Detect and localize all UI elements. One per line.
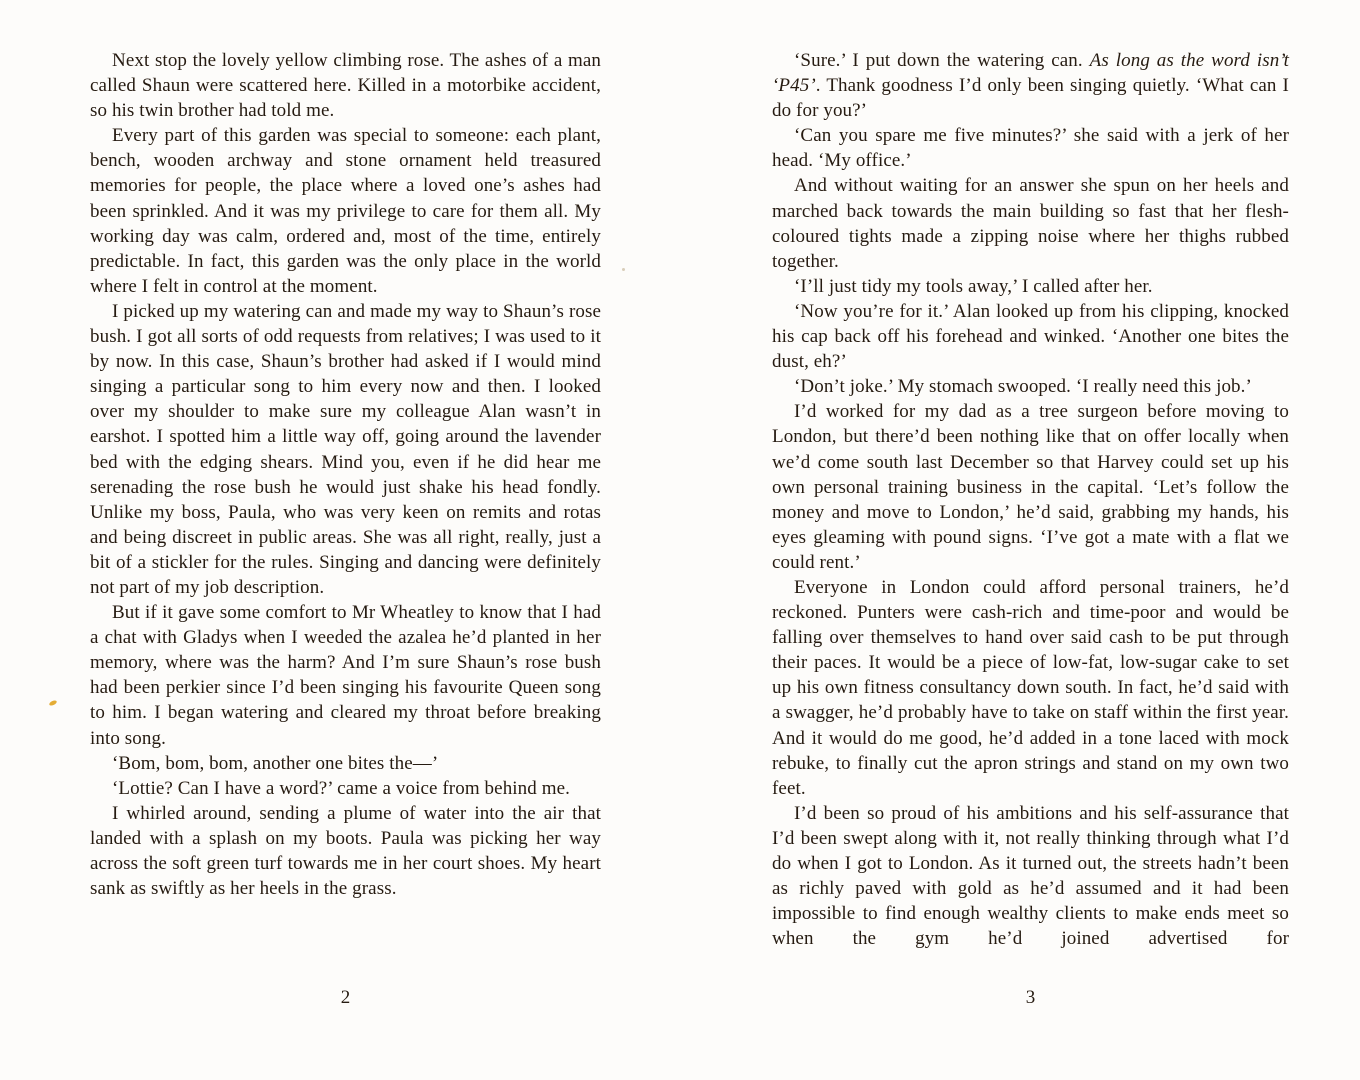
body-text: Every part of this garden was special to someone: each plant, bench, wooden archway and stone ornament held treasured memories for people, the place where a loved one’s ashes had been sprinkled. And it was my privilege to care for them all. My working day was calm, ordered and, most of the time, entirely predictable. In fact, this garden was the only place in the world where I felt in control at the moment. (90, 125, 601, 297)
body-text: I whirled around, sending a plume of water into the air that landed with a splash on my boots. Paula was picking her way across the soft green turf towards me in her court shoes. My heart sank as swiftly as her heels in the grass. (90, 802, 601, 900)
paragraph (772, 299, 1289, 374)
page-right-text (772, 48, 1289, 951)
paragraph (772, 374, 1289, 399)
body-text: Everyone in London could afford personal trainers, he’d reckoned. Punters were cash-rich and time-poor and would be falling over themselves to hand over said cash to be put through their paces. It would be a piece of low-fat, low-sugar cake to set up his own fitness consultancy down south. In fact, he’d said with a swagger, he’d probably have to take on staff within the first year. And it would do me good, he’d added in a tone laced with mock rebuke, to finally cut the apron strings and stand on my own two feet. (772, 576, 1289, 799)
paragraph (772, 173, 1289, 273)
page-left-text (90, 48, 601, 901)
paragraph (772, 48, 1289, 123)
body-text: I’d worked for my dad as a tree surgeon before moving to London, but there’d been nothing like that on offer locally when we’d come south last December so that Harvey could set up his own personal training business in the capital. ‘Let’s follow the money and move to London,’ he’d said, grabbing my hands, his eyes gleaming with pound signs. ‘I’ve got a mate with a flat we could rent.’ (772, 401, 1289, 573)
paragraph (90, 751, 601, 776)
paragraph (772, 123, 1289, 173)
scan-dot-icon (622, 268, 625, 271)
body-text: ‘Now you’re for it.’ Alan looked up from his clipping, knocked his cap back off his forehead and winked. ‘Another one bites the dust, eh?’ (772, 300, 1289, 373)
body-text: Next stop the lovely yellow climbing rose. The ashes of a man called Shaun were scattered here. Killed in a motorbike accident, so his twin brother had told me. (90, 50, 601, 122)
body-text: ‘Bom, bom, bom, another one bites the—’ (112, 752, 439, 774)
body-text: ‘Don’t joke.’ My stomach swooped. ‘I really need this job.’ (794, 376, 1252, 398)
body-text: I picked up my watering can and made my way to Shaun’s rose bush. I got all sorts of odd requests from relatives; I was used to it by now. In this case, Shaun’s brother had asked if I would mind singing a particular song to him every now and then. I looked over my shoulder to make sure my colleague Alan wasn’t in earshot. I spotted him a little way off, going around the lavender bed with the edging shears. Mind you, even if he did hear me serenading the rose bush he would just shake his head fondly. Unlike my boss, Paula, who was very keen on remits and rotas and being discreet in public areas. She was all right, really, just a bit of a stickler for the rules. Singing and dancing were definitely not part of my job description. (90, 300, 601, 598)
paragraph (772, 274, 1289, 299)
body-text: ‘Sure.’ I put down the watering can. (794, 50, 1090, 71)
page-left (90, 0, 601, 1080)
body-text: And without waiting for an answer she spun on her heels and marched back towards the main building so fast that her flesh-coloured tights made a zipping noise where her thighs rubbed together. (772, 175, 1289, 272)
paragraph (90, 123, 601, 299)
italic-text: As long as the word isn’t ‘P45’ (772, 50, 1290, 97)
body-text: I’d been so proud of his ambitions and his self-assurance that I’d been swept along with it, not really thinking through what I’d do when I got to London. As it turned out, the streets hadn’t been as richly paved with gold as he’d assumed and it had been impossible to find enough wealthy clients to make ends meet so when the gym he’d joined advertised for (772, 802, 1289, 950)
body-text: ‘Can you spare me five minutes?’ she said with a jerk of her head. ‘My office.’ (772, 125, 1289, 172)
paragraph (90, 299, 601, 600)
paragraph (90, 600, 601, 751)
page-number-left: 2 (340, 987, 351, 1008)
scan-speck-icon (49, 699, 58, 706)
page-right (772, 0, 1289, 1080)
body-text: But if it gave some comfort to Mr Wheatley to know that I had a chat with Gladys when I weeded the azalea he’d planted in her memory, where was the harm? And I’m sure Shaun’s rose bush had been perkier since I’d been singing his favourite Queen song to him. I began watering and cleared my throat before breaking into song. (90, 602, 601, 749)
paragraph (90, 48, 601, 123)
body-text: ‘I’ll just tidy my tools away,’ I called after her. (794, 275, 1153, 297)
paragraph (772, 399, 1289, 575)
body-text: . Thank goodness I’d only been singing quietly. ‘What can I do for you?’ (772, 75, 1289, 122)
paragraph (772, 575, 1289, 801)
page-number-right: 3 (1025, 987, 1036, 1008)
paragraph (772, 801, 1289, 952)
paragraph (90, 776, 601, 801)
paragraph (90, 801, 601, 901)
body-text: ‘Lottie? Can I have a word?’ came a voice from behind me. (112, 777, 570, 799)
